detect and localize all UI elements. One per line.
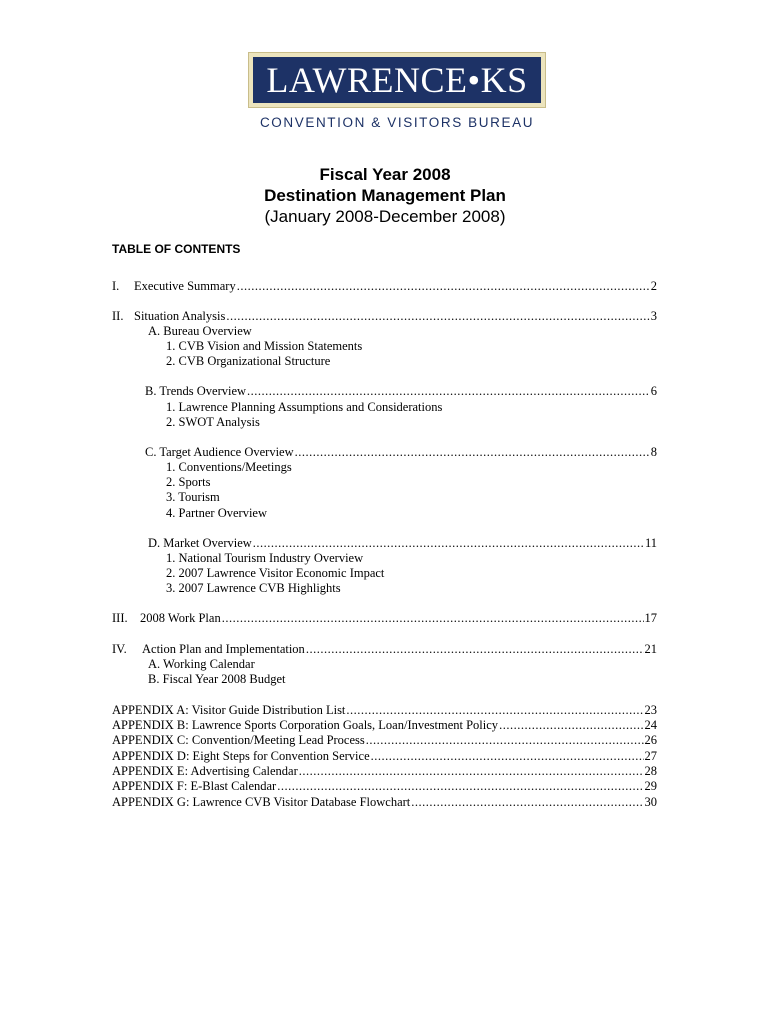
toc-num: II. <box>112 309 124 323</box>
toc-label: 2008 Work Plan <box>140 611 221 625</box>
logo <box>248 52 546 108</box>
toc-subentry: 2. 2007 Lawrence Visitor Economic Impact <box>166 566 385 580</box>
toc-page: 3 <box>650 309 657 323</box>
toc-leader <box>295 445 650 460</box>
toc-entry-work-plan <box>112 611 657 626</box>
toc-subentry: 2. CVB Organizational Structure <box>166 354 331 368</box>
toc-subentry: B. Fiscal Year 2008 Budget <box>148 672 286 686</box>
toc-page: 30 <box>644 795 657 809</box>
logo-banner <box>253 57 541 103</box>
toc-label: APPENDIX E: Advertising Calendar <box>112 764 298 778</box>
toc-page: 6 <box>650 384 657 398</box>
toc-page: 21 <box>644 642 657 656</box>
toc-label: B. Trends Overview <box>145 384 247 398</box>
toc-label: Situation Analysis <box>134 309 226 323</box>
toc-leader <box>253 536 644 551</box>
toc-label: APPENDIX G: Lawrence CVB Visitor Database Flowchart <box>112 795 411 809</box>
toc-page: 2 <box>650 279 657 293</box>
toc-label: APPENDIX C: Convention/Meeting Lead Process <box>112 733 365 747</box>
toc-leader <box>346 703 643 718</box>
toc-subentry: 4. Partner Overview <box>166 506 268 520</box>
toc-page: 8 <box>650 445 657 459</box>
toc-label: Executive Summary <box>134 279 236 293</box>
document-title-dates: (January 2008-December 2008) <box>264 207 506 226</box>
toc-page: 24 <box>644 718 657 732</box>
toc-leader <box>499 718 643 733</box>
toc-leader <box>366 733 644 748</box>
toc-subentry: 1. National Tourism Industry Overview <box>166 551 364 565</box>
toc-appendix-f <box>112 779 657 794</box>
toc-appendix-b <box>112 718 657 733</box>
toc-leader <box>299 764 644 779</box>
toc-label: APPENDIX B: Lawrence Sports Corporation Goals, Loan/Investment Policy <box>112 718 499 732</box>
toc-label: Action Plan and Implementation <box>142 642 305 656</box>
toc-appendix-a <box>112 703 657 718</box>
toc-subentry: 1. Lawrence Planning Assumptions and Considerations <box>166 400 443 414</box>
toc-appendix-c <box>112 733 657 748</box>
toc-entry-trends-overview <box>145 384 657 399</box>
toc-page: 23 <box>644 703 657 717</box>
toc-label: APPENDIX D: Eight Steps for Convention Service <box>112 749 370 763</box>
toc-page: 17 <box>644 611 657 625</box>
toc-entry-action-plan <box>112 642 657 657</box>
toc-subentry: 2. SWOT Analysis <box>166 415 260 429</box>
toc-appendix-d <box>112 749 657 764</box>
toc-subentry: A. Bureau Overview <box>148 324 252 338</box>
toc-num: III. <box>112 611 128 625</box>
toc-page: 26 <box>644 733 657 747</box>
toc-leader <box>237 279 650 294</box>
logo-wordmark: LAWRENCE•KS <box>266 60 528 100</box>
toc-subentry: 2. Sports <box>166 475 211 489</box>
toc-page: 29 <box>644 779 657 793</box>
toc-subentry: 3. Tourism <box>166 490 220 504</box>
toc-leader <box>226 309 649 324</box>
toc-subentry: A. Working Calendar <box>148 657 255 671</box>
toc-page: 27 <box>644 749 657 763</box>
toc-leader <box>411 795 643 810</box>
toc-entry-market-overview <box>148 536 657 551</box>
toc-appendix-e <box>112 764 657 779</box>
toc-leader <box>222 611 644 626</box>
toc-label: APPENDIX A: Visitor Guide Distribution List <box>112 703 346 717</box>
toc-leader <box>371 749 644 764</box>
toc-heading: TABLE OF CONTENTS <box>112 242 241 256</box>
toc-subentry: 1. CVB Vision and Mission Statements <box>166 339 363 353</box>
toc-page: 11 <box>644 536 657 550</box>
toc-leader <box>306 642 644 657</box>
toc-label: C. Target Audience Overview <box>145 445 294 459</box>
logo-subtitle: CONVENTION & VISITORS BUREAU <box>259 115 535 130</box>
toc-entry-target-audience <box>145 445 657 460</box>
document-title-line2: Destination Management Plan <box>264 186 506 205</box>
document-title-line1: Fiscal Year 2008 <box>319 165 451 184</box>
toc-label: APPENDIX F: E-Blast Calendar <box>112 779 277 793</box>
toc-subentry: 1. Conventions/Meetings <box>166 460 292 474</box>
toc-num: I. <box>112 279 120 293</box>
toc-entry-executive-summary <box>112 279 657 294</box>
toc-subentry: 3. 2007 Lawrence CVB Highlights <box>166 581 341 595</box>
toc-leader <box>247 384 650 399</box>
toc-appendix-g <box>112 795 657 810</box>
toc-leader <box>277 779 643 794</box>
toc-label: D. Market Overview <box>148 536 252 550</box>
toc-num: IV. <box>112 642 127 656</box>
toc-entry-situation-analysis <box>112 309 657 324</box>
toc-page: 28 <box>644 764 657 778</box>
